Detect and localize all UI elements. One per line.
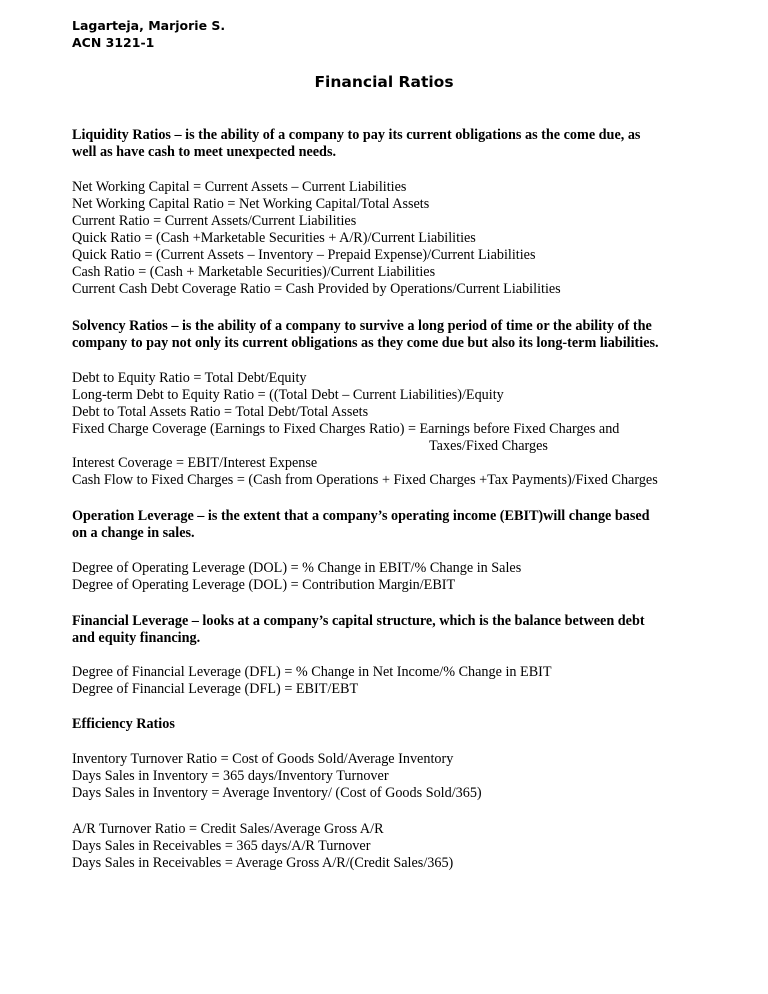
liquidity-formulas xyxy=(72,179,712,298)
page-title: Financial Ratios xyxy=(314,73,454,91)
heading-line: Operation Leverage – is the extent that a company’s operating income (EBIT)will change based xyxy=(72,508,650,524)
formula-line: Long-term Debt to Equity Ratio = ((Total Debt – Current Liabilities)/Equity xyxy=(72,387,504,403)
formula-line: Current Cash Debt Coverage Ratio = Cash Provided by Operations/Current Liabilities xyxy=(72,281,561,297)
efficiency-heading xyxy=(72,716,712,733)
solvency-heading xyxy=(72,318,712,352)
formula-line: Cash Ratio = (Cash + Marketable Securities)/Current Liabilities xyxy=(72,264,436,280)
solvency-formulas xyxy=(72,370,712,489)
formula-line: Degree of Financial Leverage (DFL) = % Change in Net Income/% Change in EBIT xyxy=(72,664,552,680)
formula-line-continued: Taxes/Fixed Charges xyxy=(429,438,548,454)
formula-line: Degree of Operating Leverage (DOL) = Contribution Margin/EBIT xyxy=(72,577,456,593)
heading-line: and equity financing. xyxy=(72,630,201,646)
formula-line: Days Sales in Inventory = Average Inventory/ (Cost of Goods Sold/365) xyxy=(72,785,482,801)
formula-line: Interest Coverage = EBIT/Interest Expense xyxy=(72,455,318,471)
author-name: Lagarteja, Marjorie S. xyxy=(72,18,226,33)
formula-line: Quick Ratio = (Cash +Marketable Securities + A/R)/Current Liabilities xyxy=(72,230,476,246)
formula-line: Fixed Charge Coverage (Earnings to Fixed Charges Ratio) = Earnings before Fixed Charges and xyxy=(72,421,620,437)
financial-leverage-heading xyxy=(72,613,712,647)
heading-line: Efficiency Ratios xyxy=(72,716,175,732)
formula-line: Net Working Capital Ratio = Net Working Capital/Total Assets xyxy=(72,196,430,212)
formula-line: Days Sales in Inventory = 365 days/Inventory Turnover xyxy=(72,768,389,784)
formula-line: Debt to Equity Ratio = Total Debt/Equity xyxy=(72,370,307,386)
course-code: ACN 3121-1 xyxy=(72,35,155,50)
heading-line: company to pay not only its current obligations as they come due but also its long-term liabilities. xyxy=(72,335,659,351)
formula-line: Quick Ratio = (Current Assets – Inventory – Prepaid Expense)/Current Liabilities xyxy=(72,247,536,263)
formula-line: Inventory Turnover Ratio = Cost of Goods Sold/Average Inventory xyxy=(72,751,454,767)
operation-leverage-formulas xyxy=(72,560,712,594)
financial-leverage-formulas xyxy=(72,664,712,698)
formula-line: Debt to Total Assets Ratio = Total Debt/Total Assets xyxy=(72,404,369,420)
author-block xyxy=(72,17,225,51)
formula-line: Current Ratio = Current Assets/Current Liabilities xyxy=(72,213,357,229)
formula-line: Days Sales in Receivables = 365 days/A/R Turnover xyxy=(72,838,371,854)
liquidity-heading xyxy=(72,127,712,161)
formula-line: Degree of Financial Leverage (DFL) = EBIT/EBT xyxy=(72,681,359,697)
receivable-formulas xyxy=(72,821,712,872)
formula-line: Days Sales in Receivables = Average Gross A/R/(Credit Sales/365) xyxy=(72,855,454,871)
heading-line: Solvency Ratios – is the ability of a company to survive a long period of time or the ability of the xyxy=(72,318,652,334)
formula-line: Degree of Operating Leverage (DOL) = % Change in EBIT/% Change in Sales xyxy=(72,560,522,576)
formula-line: A/R Turnover Ratio = Credit Sales/Average Gross A/R xyxy=(72,821,384,837)
heading-line: on a change in sales. xyxy=(72,525,195,541)
formula-line: Cash Flow to Fixed Charges = (Cash from Operations + Fixed Charges +Tax Payments)/Fixed Charges xyxy=(72,472,658,488)
heading-line: Liquidity Ratios – is the ability of a company to pay its current obligations as the come due, as xyxy=(72,127,641,143)
formula-line: Net Working Capital = Current Assets – Current Liabilities xyxy=(72,179,407,195)
operation-leverage-heading xyxy=(72,508,712,542)
heading-line: Financial Leverage – looks at a company’s capital structure, which is the balance between debt xyxy=(72,613,645,629)
heading-line: well as have cash to meet unexpected needs. xyxy=(72,144,337,160)
inventory-formulas xyxy=(72,751,712,802)
